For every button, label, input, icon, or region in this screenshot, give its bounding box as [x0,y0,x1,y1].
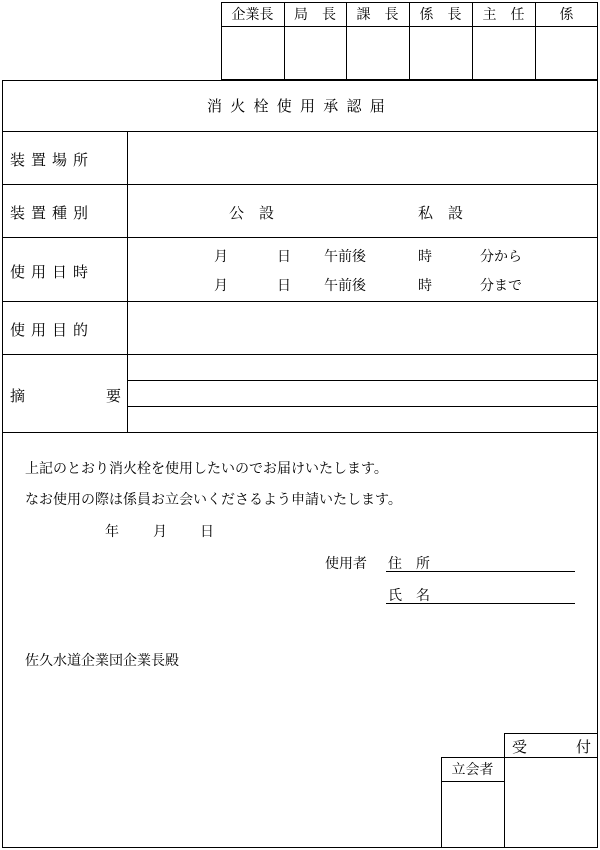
from-hour: 時 [418,249,432,265]
to-hour: 時 [418,278,432,294]
reception-label-left: 受 [512,738,528,756]
equipment-type-label: 装置種別 [10,204,95,222]
from-ampm: 午前後 [324,249,366,265]
purpose-field[interactable] [128,302,597,354]
summary-line-3[interactable] [128,407,597,432]
from-minute: 分から [480,249,522,265]
approval-header-staff: 係 [559,7,574,23]
statement-line-2: なお使用の際は係員お立会いくださるよう申請いたします。 [25,492,402,508]
witness-label: 立会者 [451,762,494,778]
location-field[interactable] [128,132,597,184]
approval-header-subsection-chief: 係 長 [419,7,462,23]
from-day: 日 [277,249,291,265]
name-label: 氏 名 [388,588,430,604]
summary-line-1[interactable] [128,355,597,380]
type-public[interactable]: 公 設 [229,204,275,222]
to-day: 日 [277,278,291,294]
summary-line-2[interactable] [128,381,597,406]
to-month: 月 [214,278,228,294]
approval-header-supervisor: 主 任 [482,7,525,23]
witness-stamp-area[interactable] [442,782,503,847]
name-underline[interactable] [386,603,575,604]
usage-purpose-label: 使用目的 [10,321,95,339]
reception-stamp-area[interactable] [505,758,597,847]
applicant-label: 使用者 [325,556,367,572]
to-ampm: 午前後 [324,278,366,294]
date-day: 日 [200,524,214,540]
reception-label-right: 付 [576,738,592,756]
to-minute: 分まで [480,278,522,294]
location-label: 装置場所 [10,151,95,169]
address-underline[interactable] [386,571,575,572]
date-year: 年 [105,524,119,540]
date-month: 月 [153,524,167,540]
address-label: 住 所 [388,556,430,572]
from-month: 月 [214,249,228,265]
form-title: 消火栓使用承認届 [206,97,393,115]
summary-label-right: 要 [106,387,122,405]
usage-datetime-label: 使用日時 [10,263,95,281]
summary-label-left: 摘 [10,387,26,405]
approval-header-bureau-chief: 局 長 [294,7,336,23]
addressee: 佐久水道企業団企業長殿 [25,653,179,669]
type-private[interactable]: 私 設 [418,204,464,222]
approval-header-president: 企業長 [231,7,274,23]
approval-header-section-chief: 課 長 [356,7,399,23]
statement-line-1: 上記のとおり消火栓を使用したいのでお届けいたします。 [25,461,388,477]
